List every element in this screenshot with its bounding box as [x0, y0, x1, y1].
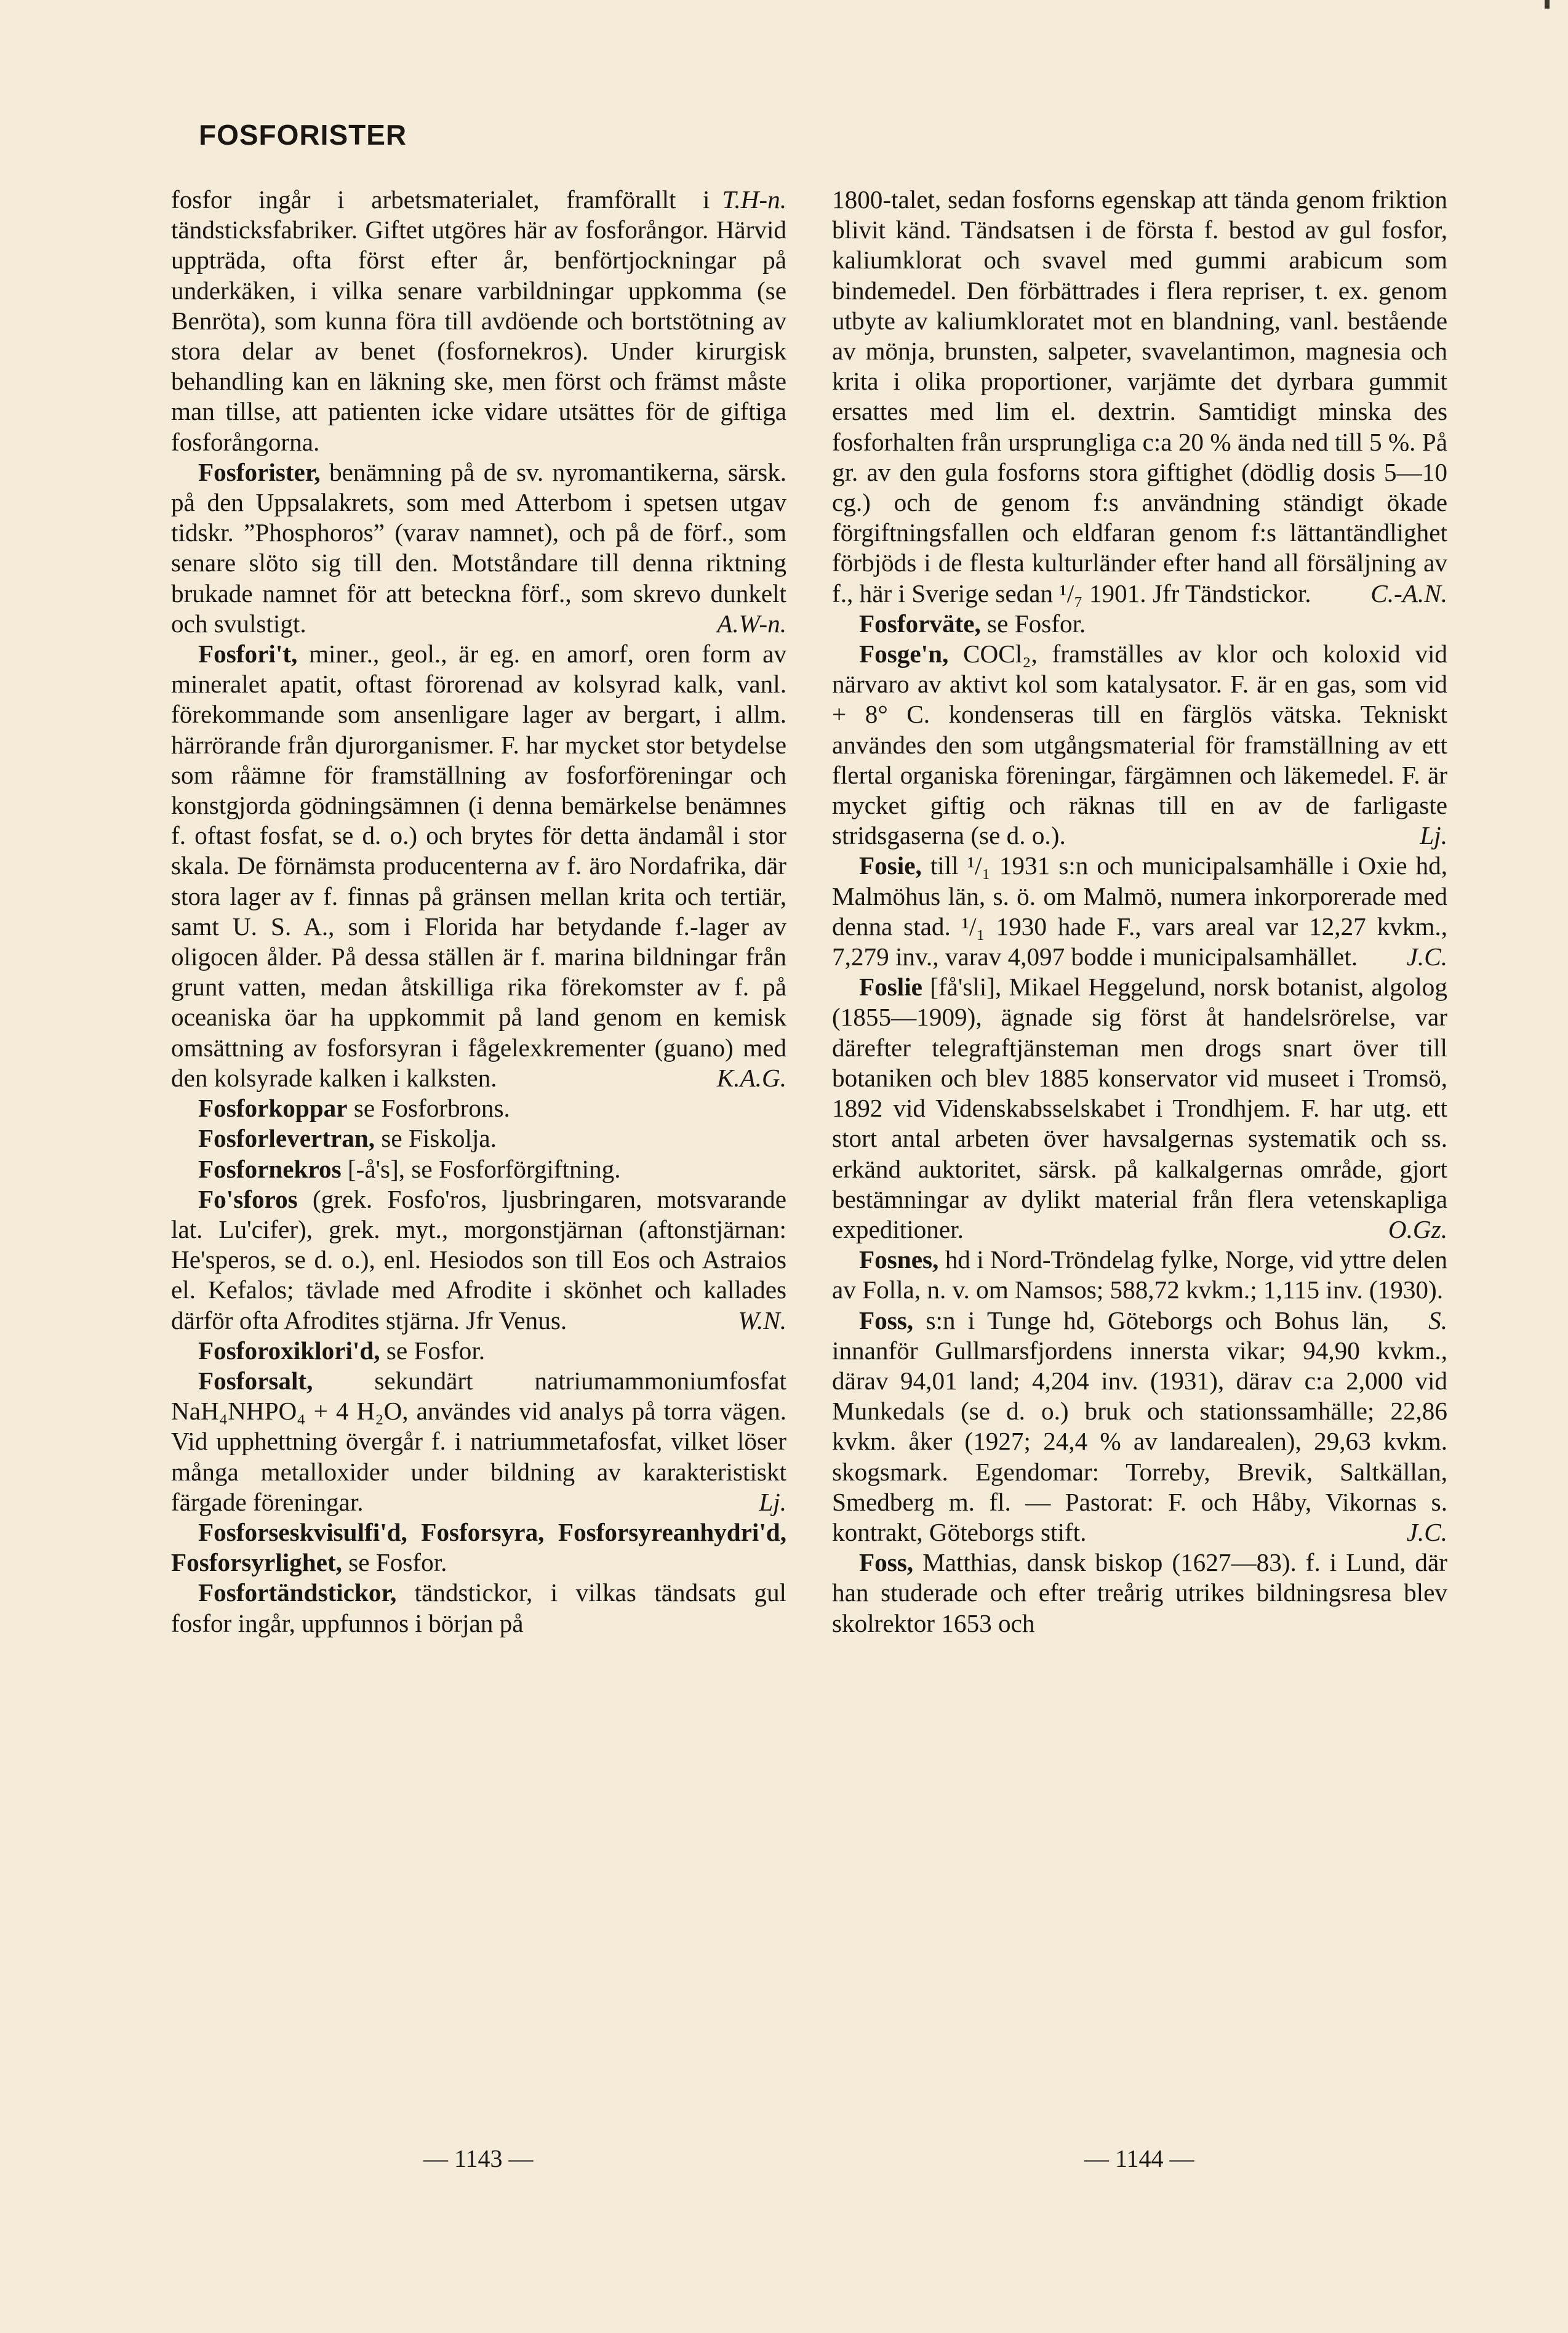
headword: Fosforister, [198, 457, 321, 486]
article-text: [-å's], se Fosforförgiftning. [341, 1154, 621, 1183]
article-continuation [832, 185, 1447, 609]
headword: Fosforlevertran, [198, 1124, 375, 1153]
headword: Foss, [859, 1306, 914, 1335]
headword: Foslie [859, 973, 922, 1002]
article-text: (grek. Fosfo'ros, ljusbringaren, motsvarande lat. Lu'cifer), grek. myt., morgonstjärnan (aftonstjärnan: He'speros, se d. o.), enl. Hesiodos son till Eos och Astraios el. Kefalos; tävlade med Afrodite i skönhet och kallades därför ofta Afrodites stjärna. Jfr Venus. [171, 1184, 786, 1335]
article-fosfortandstickor [171, 1578, 786, 1638]
signature: Lj. [1420, 821, 1447, 850]
headword: Fosfortändstickor, [198, 1578, 397, 1607]
signature: S. [1428, 1306, 1447, 1335]
article-text: se Fosfor. [342, 1548, 447, 1577]
article-text: 1800-talet, sedan fosforns egenskap att tända genom friktion blivit känd. Tändsatsen i de första f. bestod av gul fosfor, kaliumklorat och svavel med gummi arabicum som bindemedel. Den förbättrades i flera repriser, t. ex. genom utbyte av kaliumkloratet mot en blandning, vanl. bestående av mönja, brunsten, salpeter, svavelantimon, magnesia och krita i olika proportioner, varjämte det dyrbara gummit ersattes med lim el. dextrin. Samtidigt minska des fosforhalten från ursprungliga c:a 20 % ända ned till 5 %. På gr. av den gula fosforns stora giftighet (dödlig dosis 5—10 cg.) och de genom f:s användning ständigt ökade förgiftningsfallen och eldfaran genom f:s lättantändlighet förbjöds i de flesta kulturländer efter hand all försäljning av f., här i Sverige sedan ¹/₇ 1901. Jfr Tändstickor. [832, 185, 1447, 608]
article-text: se Fosfor. [380, 1336, 486, 1365]
article-text: miner., geol., är eg. en amorf, oren form av mineralet apatit, oftast förorenad av kolsyrad kalk, vanl. förekommande som ansenligare lager av bergart, i allm. härrörande från djurorganismer. F. har mycket stor betydelse som råämne för framställning av fosforföreningar och konstgjorda gödningsämnen (i denna bemärkelse benämnes f. oftast fosfat, se d. o.) och brytes för detta ändamål i stor skala. De förnämsta producenterna av f. äro Nordafrika, där stora lager av f. finnas på gränsen mellan krita och tertiär, samt U. S. A., som i Florida har betydande f.-lager av oligocen ålder. På dessa ställen är f. marina bildningar från grunt vatten, medan åtskilliga rika förekomster av f. på oceaniska öar ha uppkommit på land genom en kemisk omsättning av fosforsyran i fågelexkrementer (guano) med den kolsyrade kalken i kalksten. [171, 640, 786, 1092]
signature: A.W-n. [717, 609, 786, 638]
signature: K.A.G. [716, 1063, 786, 1092]
signature: C.-A.N. [1370, 579, 1447, 608]
article-fosforoxiklorid [171, 1336, 786, 1366]
article-text: benämning på de sv. nyromantikerna, särsk. på den Uppsalakrets, som med Atterbom i spetsen utgav tidskr. ”Phosphoros” (varav namnet), och på de förf., som senare slöto sig till den. Motståndare till denna riktning brukade namnet för att beteckna förf., som skrevo dunkelt och svulstigt. [171, 457, 786, 638]
article-fosie [832, 851, 1447, 972]
signature: J.C. [1406, 942, 1447, 971]
headword: Fosfori't, [198, 640, 298, 669]
article-fosforos [171, 1184, 786, 1336]
article-foslie [832, 972, 1447, 1245]
headword: Fosforväte, [859, 609, 981, 638]
right-column [832, 185, 1447, 1639]
headword: Fosforoxiklori'd, [198, 1336, 380, 1365]
article-fosforkoppar [171, 1093, 786, 1123]
headword: Fosnes, [859, 1245, 939, 1274]
headword: Fosie, [859, 851, 922, 880]
signature: O.Gz. [1388, 1215, 1447, 1243]
signature: Lj. [759, 1487, 786, 1516]
signature: W.N. [738, 1306, 786, 1335]
article-text: fosfor ingår i arbetsmaterialet, framförallt i tändsticksfabriker. Giftet utgöres här av fosforångor. Härvid uppträda, ofta först efter år, benförtjockningar på underkäken, i vilka senare varbildningar uppkomma (se Benröta), som kunna föra till avdöende och bortstötning av stora delar av benet (fosfornekros). Under kirurgisk behandling kan en läkning ske, men först och främst måste man tillse, att patienten icke vidare utsättes för de giftiga fosforångorna. [171, 185, 786, 456]
article-fosforsalt [171, 1366, 786, 1517]
article-text: COCl₂, framställes av klor och koloxid vid närvaro av aktivt kol som katalysator. F. är en gas, som vid + 8° C. kondenseras till en färglös vätska. Tekniskt användes den som utgångsmaterial för framställning av ett flertal organiska föreningar, färgämnen och läkemedel. F. är mycket giftig och räknas till en av de farligaste stridsgaserna (se d. o.). [832, 640, 1447, 850]
article-fosfornekros [171, 1154, 786, 1184]
article-foss-matthias [832, 1548, 1447, 1639]
page-edge-mark [1545, 0, 1550, 9]
article-fosgen [832, 639, 1447, 851]
article-text: hd i Nord-Tröndelag fylke, Norge, vid yttre delen av Folla, n. v. om Namsos; 588,72 kvkm.; 1,115 inv. (1930). [832, 1245, 1447, 1304]
signature: J.C. [1406, 1517, 1447, 1546]
article-text: s:n i Tunge hd, Göteborgs och Bohus län, innanför Gullmarsfjordens innersta vikar; 94,90 kvkm., därav 94,01 land; 4,204 inv. (1931), därav c:a 2,000 vid Munkedals (se d. o.) bruk och stationssamhälle; 22,86 kvkm. åker (1927; 24,4 % av landarealen), 29,63 kvkm. skogsmark. Egendomar: Torreby, Brevik, Saltkällan, Smedberg m. fl. — Pastorat: F. och Håby, Vikornas s. kontrakt, Göteborgs stift. [832, 1306, 1447, 1546]
article-text: Matthias, dansk biskop (1627—83). f. i Lund, där han studerade och efter treårig utrikes bildningsresa blev skolrektor 1653 och [832, 1548, 1447, 1637]
article-text: sekundärt natriumammoniumfosfat NaH₄NHPO₄ + 4 H₂O, användes vid analys på torra vägen. Vid upphettning övergår f. i natriummetafosfat, vilket löser många metalloxider under bildning av karakteristiskt färgade föreningar. [171, 1366, 786, 1516]
article-foss-parish [832, 1306, 1447, 1548]
article-text: tändstickor, i vilkas tändsats gul fosfor ingår, uppfunnos i början på [171, 1578, 786, 1637]
article-text: se Fosforbrons. [347, 1094, 510, 1123]
article-fosforlevertran [171, 1123, 786, 1154]
article-text: se Fosfor. [980, 609, 1086, 638]
page-number-right: — 1144 — [1084, 2145, 1194, 2172]
page-number-left: — 1143 — [423, 2145, 534, 2172]
article-text: [få'sli], Mikael Heggelund, norsk botanist, algolog (1855—1909), ägnade sig först åt handelsrörelse, var därefter telegraftjänsteman men drogs snart över till botaniken och blev 1885 konservator vid museet i Tromsö, 1892 vid Videnskabsselskabet i Trondhjem. F. har utg. ett stort antal arbeten över havsalgernas systematik och ss. erkänd auktoritet, särsk. på kalkalgernas område, gjort bestämningar av dylikt material från flera vetenskapliga expeditioner. [832, 973, 1447, 1243]
headword: Fosforsalt, [198, 1366, 313, 1395]
headword: Fosfornekros [198, 1154, 342, 1183]
headword: Fo'sforos [198, 1184, 298, 1213]
headword: Fosge'n, [859, 640, 949, 669]
article-fosforister [171, 457, 786, 639]
headword: Fosforkoppar [198, 1094, 348, 1123]
article-fosforvate [832, 609, 1447, 639]
left-column [171, 185, 786, 1639]
article-continuation [171, 185, 786, 457]
signature: T.H-n. [722, 185, 786, 214]
article-text: till ¹/₁ 1931 s:n och municipalsamhälle i Oxie hd, Malmöhus län, s. ö. om Malmö, numera inkorporerade med denna stad. ¹/₁ 1930 hade F., vars areal var 12,27 kvkm., 7,279 inv., varav 4,097 bodde i municipalsamhället. [832, 851, 1447, 971]
headword: Fosforseskvisulfi'd, Fosforsyra, Fosforsyreanhydri'd, Fosforsyrlighet, [171, 1517, 786, 1577]
article-text: se Fiskolja. [375, 1124, 497, 1153]
headword: Foss, [859, 1548, 914, 1577]
article-fosforit [171, 639, 786, 1093]
running-header: FOSFORISTER [199, 119, 407, 151]
article-fosforseskvisulfid [171, 1517, 786, 1578]
